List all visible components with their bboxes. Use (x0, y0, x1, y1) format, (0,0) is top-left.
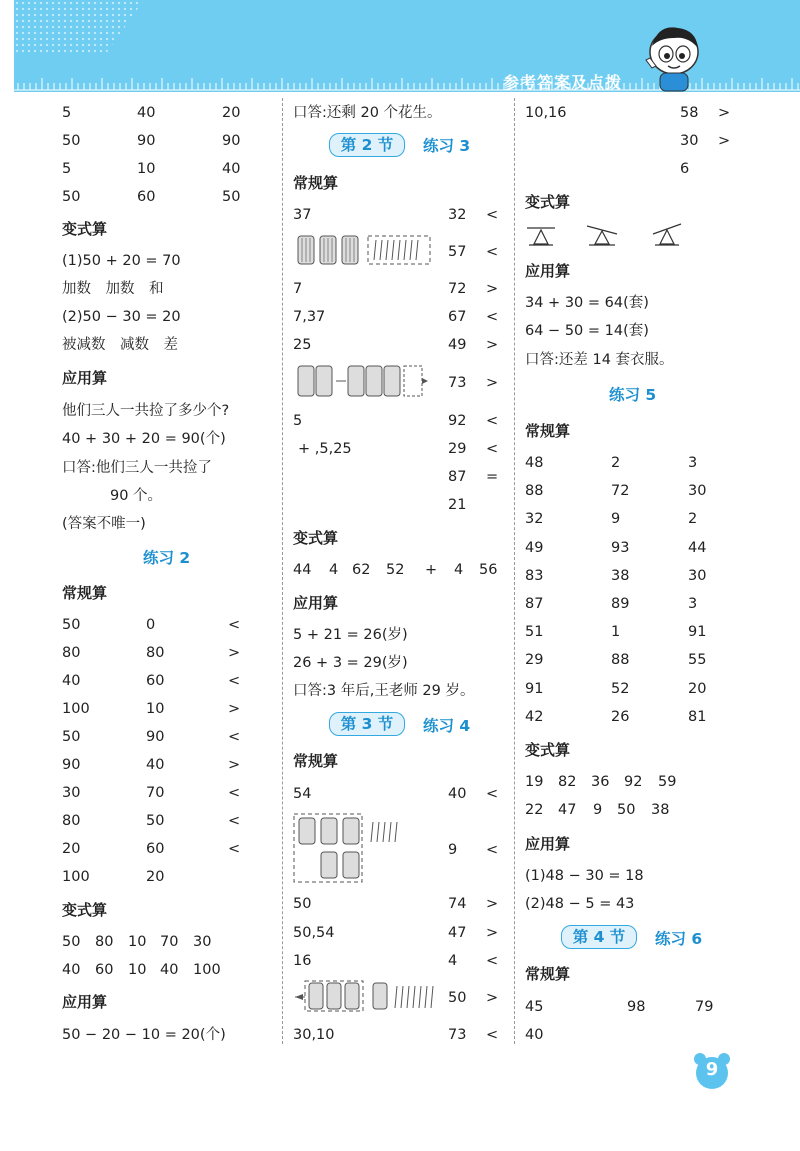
answer-value: 72 (611, 483, 630, 499)
answer-value: 32 (448, 207, 467, 223)
answer-value: 40 (146, 757, 165, 773)
answer-line: (1)48 − 30 = 18 (525, 868, 644, 884)
answer-value: 74 (448, 896, 467, 912)
answer-value: < (228, 841, 241, 857)
answer-value: 83 (525, 568, 544, 584)
answer-value: 52 (386, 562, 405, 578)
answer-value: 67 (448, 309, 467, 325)
answer-value: 9 (593, 802, 603, 818)
answer-value: 88 (611, 652, 630, 668)
answer-value: 32 (525, 511, 544, 527)
answer-value: < (486, 309, 499, 325)
answer-value: < (228, 785, 241, 801)
answer-value: 62 (352, 562, 371, 578)
answer-value: 100 (62, 869, 90, 885)
answer-value: 50 (146, 813, 165, 829)
answer-value: 21 (448, 497, 467, 513)
section-badge: 第 4 节 (561, 925, 637, 949)
header-title: 参考答案及点拨 (503, 73, 623, 92)
answer-value: 49 (448, 337, 467, 353)
answer-line: 34 + 30 = 64(套) (525, 295, 649, 311)
answer-value: 30 (62, 785, 81, 801)
page-number: 9 (705, 1059, 719, 1080)
answer-line: (答案不唯一) (62, 516, 146, 532)
answer-value: 48 (525, 455, 544, 471)
answer-value: 57 (448, 244, 467, 260)
answer-value: 44 (293, 562, 312, 578)
column-divider (514, 98, 515, 1044)
answer-value: 92 (624, 774, 643, 790)
exercise-title: 练习 4 (423, 717, 471, 735)
answer-value: 38 (611, 568, 630, 584)
answer-value: 87 (448, 469, 467, 485)
answer-value: 50 (62, 189, 81, 205)
balance-scales-figure (525, 222, 685, 248)
answer-value: 87 (525, 596, 544, 612)
answer-value: 100 (193, 962, 221, 978)
answer-value: 90 (62, 757, 81, 773)
answer-value: < (228, 813, 241, 829)
answer-value: 90 (222, 133, 241, 149)
answer-value: 49 (525, 540, 544, 556)
answer-line: 口答:3 年后,王老师 29 岁。 (293, 683, 475, 699)
answer-value: 55 (688, 652, 707, 668)
answer-value: < (486, 1027, 499, 1043)
answer-value: 30,10 (293, 1027, 335, 1043)
answer-value: 50,54 (293, 925, 335, 941)
answer-line: 50 − 20 − 10 = 20(个) (62, 1027, 226, 1043)
answer-value: 58 (680, 105, 699, 121)
answer-value: 50 (448, 990, 467, 1006)
answer-value: 100 (62, 701, 90, 717)
answer-value: < (486, 842, 499, 858)
section-heading: 常规算 (62, 584, 108, 602)
answer-value: < (486, 244, 499, 260)
answer-value: 40 (62, 962, 81, 978)
answer-value: 40 (137, 105, 156, 121)
answer-line: 加数 加数 和 (62, 281, 164, 297)
answer-line: 口答:还剩 20 个花生。 (293, 105, 442, 121)
answer-value: > (228, 757, 241, 773)
answer-value: 73 (448, 375, 467, 391)
answer-value: 7 (293, 281, 303, 297)
answer-line: 90 个。 (110, 488, 163, 504)
section-heading: 变式算 (525, 741, 571, 759)
answer-value: > (486, 375, 499, 391)
answer-value: < (228, 729, 241, 745)
answer-value: 50 (222, 189, 241, 205)
section-heading: 变式算 (293, 529, 339, 547)
answer-value: > (486, 925, 499, 941)
section-heading: 常规算 (525, 965, 571, 983)
exercise-title: 练习 5 (609, 386, 657, 404)
answer-line: 口答:还差 14 套衣服。 (525, 352, 674, 368)
answer-value: 16 (293, 953, 312, 969)
answer-value: 47 (448, 925, 467, 941)
answer-value: 22 (525, 802, 544, 818)
column-divider (282, 98, 283, 1044)
answer-value: + (425, 562, 438, 578)
section-heading: 应用算 (62, 369, 108, 387)
answer-value: > (718, 133, 731, 149)
answer-value: + ,5,25 (298, 441, 352, 457)
answer-value: < (228, 617, 241, 633)
answer-line: (2)48 − 5 = 43 (525, 896, 635, 912)
answer-value: 59 (658, 774, 677, 790)
answer-value: 80 (62, 645, 81, 661)
answer-value: 89 (611, 596, 630, 612)
answer-value: 40 (525, 1027, 544, 1043)
answer-value: 42 (525, 709, 544, 725)
answer-value: 52 (611, 681, 630, 697)
section-heading: 应用算 (525, 835, 571, 853)
answer-value: 20 (62, 841, 81, 857)
answer-value: 6 (680, 161, 690, 177)
answer-value: 4 (448, 953, 458, 969)
answer-value: 5 (62, 161, 72, 177)
answer-value: > (486, 896, 499, 912)
answer-value: 30 (688, 483, 707, 499)
answer-value: 5 (62, 105, 72, 121)
answer-value: 7,37 (293, 309, 326, 325)
answer-value: 5 (293, 413, 303, 429)
answer-value: 50 (62, 133, 81, 149)
answer-value: 45 (525, 999, 544, 1015)
answer-line: (1)50 + 20 = 70 (62, 253, 181, 269)
answer-value: 50 (62, 934, 81, 950)
answer-value: 79 (695, 999, 714, 1015)
answer-value: 98 (627, 999, 646, 1015)
answer-value: 30 (688, 568, 707, 584)
answer-value: 10 (128, 934, 147, 950)
answer-value: 50 (617, 802, 636, 818)
answer-value: 80 (146, 645, 165, 661)
answer-value: 93 (611, 540, 630, 556)
counting-sticks-figure (293, 978, 438, 1014)
answer-value: 40 (222, 161, 241, 177)
answer-value: < (486, 207, 499, 223)
counting-sticks-figure (293, 812, 405, 884)
answer-value: 3 (688, 455, 698, 471)
answer-value: > (486, 281, 499, 297)
exercise-title: 练习 3 (423, 137, 471, 155)
answer-value: 9 (448, 842, 458, 858)
answer-value: 2 (611, 455, 621, 471)
answer-value: 25 (293, 337, 312, 353)
answer-value: 90 (146, 729, 165, 745)
answer-value: 10 (137, 161, 156, 177)
answer-value: 40 (160, 962, 179, 978)
answer-value: 60 (95, 962, 114, 978)
answer-value: 70 (146, 785, 165, 801)
section-badge: 第 3 节 (329, 712, 405, 736)
answer-value: 20 (146, 869, 165, 885)
answer-value: 26 (611, 709, 630, 725)
answer-line: 他们三人一共捡了多少个? (62, 403, 230, 419)
answer-value: 10,16 (525, 105, 567, 121)
answer-value: < (486, 953, 499, 969)
section-heading: 常规算 (293, 174, 339, 192)
section-badge: 第 2 节 (329, 133, 405, 157)
answer-line: 40 + 30 + 20 = 90(个) (62, 431, 226, 447)
answer-value: 29 (525, 652, 544, 668)
answer-value: 80 (62, 813, 81, 829)
answer-value: 20 (222, 105, 241, 121)
section-heading: 应用算 (62, 993, 108, 1011)
answer-value: 10 (146, 701, 165, 717)
answer-value: 50 (62, 729, 81, 745)
section-heading: 变式算 (525, 193, 571, 211)
section-heading: 应用算 (525, 262, 571, 280)
answer-value: 4 (329, 562, 339, 578)
answer-value: > (718, 105, 731, 121)
answer-line: (2)50 − 30 = 20 (62, 309, 181, 325)
answer-value: 1 (611, 624, 621, 640)
answer-line: 5 + 21 = 26(岁) (293, 627, 408, 643)
answer-value: 92 (448, 413, 467, 429)
answer-value: 82 (558, 774, 577, 790)
answer-value: 2 (688, 511, 698, 527)
section-heading: 常规算 (525, 422, 571, 440)
answer-value: 60 (137, 189, 156, 205)
answer-value: 9 (611, 511, 621, 527)
answer-value: 0 (146, 617, 156, 633)
answer-value: 30 (193, 934, 212, 950)
section-heading: 常规算 (293, 752, 339, 770)
answer-value: = (486, 469, 499, 485)
answer-value: < (486, 786, 499, 802)
answer-value: 72 (448, 281, 467, 297)
answer-value: 10 (128, 962, 147, 978)
answer-value: 44 (688, 540, 707, 556)
answer-value: 38 (651, 802, 670, 818)
answer-value: 40 (448, 786, 467, 802)
answer-value: 40 (62, 673, 81, 689)
answer-value: 73 (448, 1027, 467, 1043)
exercise-title: 练习 2 (143, 549, 191, 567)
answer-line: 口答:他们三人一共捡了 (62, 460, 212, 476)
counting-sticks-figure (296, 362, 436, 400)
answer-value: 70 (160, 934, 179, 950)
answer-value: 36 (591, 774, 610, 790)
answer-value: 4 (454, 562, 464, 578)
exercise-title: 练习 6 (655, 930, 703, 948)
section-heading: 变式算 (62, 220, 108, 238)
answer-value: 90 (137, 133, 156, 149)
answer-value: 19 (525, 774, 544, 790)
answer-value: 51 (525, 624, 544, 640)
answer-value: < (486, 413, 499, 429)
answer-value: 3 (688, 596, 698, 612)
counting-sticks-figure (296, 232, 436, 268)
answer-value: 56 (479, 562, 498, 578)
answer-value: 20 (688, 681, 707, 697)
answer-value: 88 (525, 483, 544, 499)
answer-value: > (228, 701, 241, 717)
answer-value: 29 (448, 441, 467, 457)
answer-line: 26 + 3 = 29(岁) (293, 655, 408, 671)
answer-value: 37 (293, 207, 312, 223)
answer-value: 91 (525, 681, 544, 697)
answer-line: 64 − 50 = 14(套) (525, 323, 649, 339)
answer-value: < (228, 673, 241, 689)
answer-line: 被减数 减数 差 (62, 337, 178, 353)
answer-value: > (486, 337, 499, 353)
mascot-icon (638, 18, 708, 94)
answer-value: 47 (558, 802, 577, 818)
answer-value: 54 (293, 786, 312, 802)
answer-value: 81 (688, 709, 707, 725)
answer-value: > (228, 645, 241, 661)
answer-value: 60 (146, 841, 165, 857)
section-heading: 变式算 (62, 901, 108, 919)
answer-value: 91 (688, 624, 707, 640)
answer-value: 50 (62, 617, 81, 633)
answer-value: 30 (680, 133, 699, 149)
answer-value: > (486, 990, 499, 1006)
answer-value: < (486, 441, 499, 457)
answer-value: 80 (95, 934, 114, 950)
answer-value: 60 (146, 673, 165, 689)
section-heading: 应用算 (293, 594, 339, 612)
answer-value: 50 (293, 896, 312, 912)
